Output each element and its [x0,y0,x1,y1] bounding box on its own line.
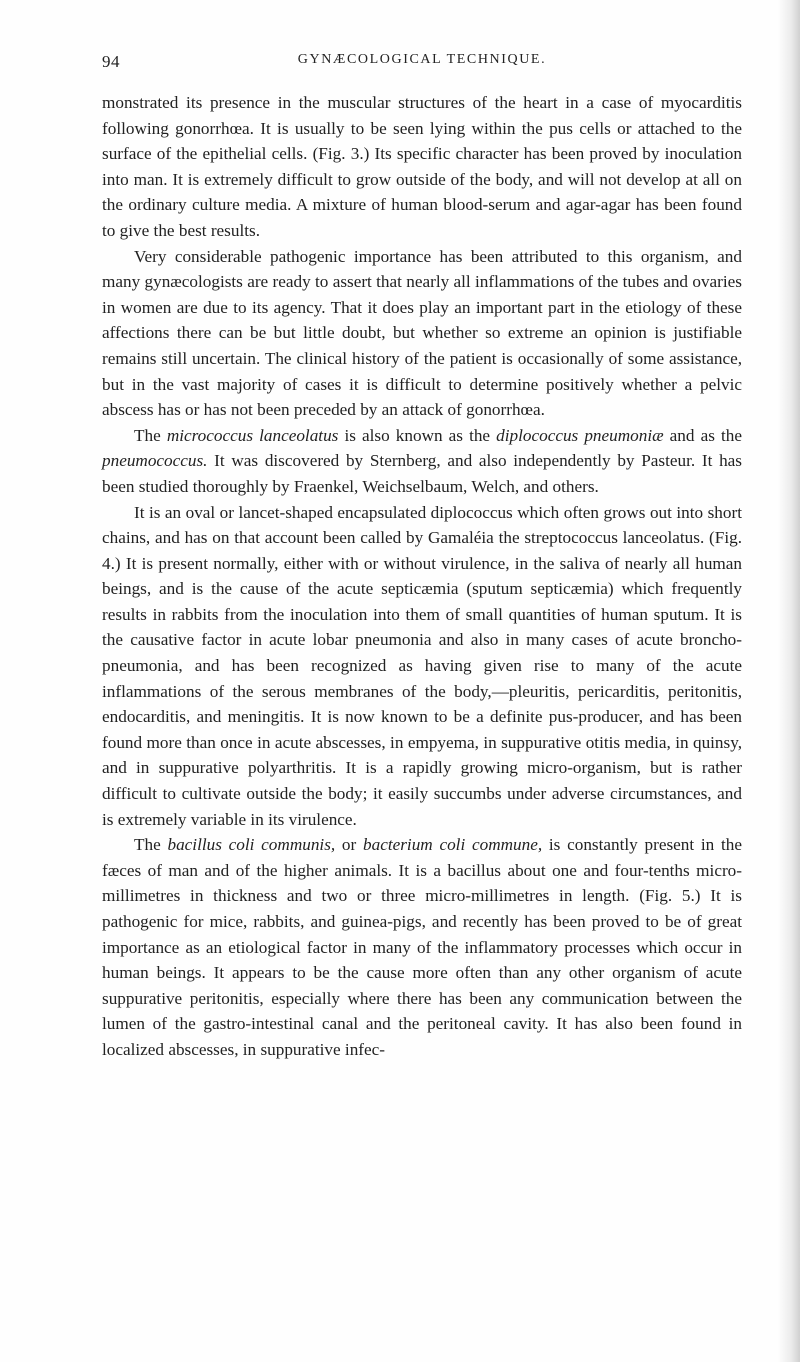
body-text [102,90,742,1063]
paragraph [102,90,742,244]
page-header [102,52,742,76]
text-run: It was discovered by Sternberg, and also independently by Pasteur. It has been studied thoroughly by Fraenkel, Weichselbaum, Welch, and others. [102,451,742,496]
paragraph [102,832,742,1062]
text-run: The [134,425,167,445]
italic-term: micrococcus lanceolatus [166,425,339,445]
text-run: and as the [663,425,742,445]
text-run: is also known as the [338,425,497,445]
text-run: is constantly present in the fæces of man and of the higher animals. It is a bacillus about one and four-tenths micro-millimetres in thickness and two or three micro-millimetres in length. (Fig. 5.) It is pathogenic for mice, rabbits, and guinea-pigs, and recently has been proved to be of great importance as an etiological factor in many of the inflammatory processes which occur in human beings. It appears to be the cause more often than any other organism of acute suppurative peritonitis, especially where there has been any communication between the lumen of the gastro-intestinal canal and the peritoneal cavity. It has also been found in localized abscesses, in suppurative infec- [102,835,742,1059]
running-title: GYNÆCOLOGICAL TECHNIQUE. [297,52,547,67]
page-edge-shadow [778,0,800,1362]
paragraph [102,500,742,833]
text-run: or [335,835,364,855]
italic-term: bacterium coli commune, [363,835,543,855]
text-run: monstrated its presence in the muscular structures of the heart in a case of myocarditis following gonorrhœa. It is usually to be seen lying within the pus cells or attached to the surface of the epithelial cells. (Fig. 3.) Its specific character has been proved by inoculation into man. It is extremely difficult to grow outside of the body, and will not develop at all on the ordinary culture media. A mixture of human blood-serum and agar-agar has been found to give the best results. [102,93,742,240]
page-number: 94 [102,52,120,71]
italic-term: pneumococcus. [102,451,208,471]
text-run: It is an oval or lancet-shaped encapsulated diplococcus which often grows out into short chains, and has on that account been called by Gamaléia the streptococcus lanceolatus. (Fig. 4.) It is present normally, either with or without virulence, in the saliva of nearly all human beings, and is the cause of the acute septicæmia (sputum septicæmia) which frequently results in rabbits from the inoculation into them of small quantities of human sputum. It is the causative factor in acute lobar pneumonia and also in many cases of acute broncho-pneumonia, and has been recognized as having given rise to many of the acute inflammations of the serous membranes of the body,—pleuritis, pericarditis, peritonitis, endocarditis, and meningitis. It is now known to be a definite pus-producer, and has been found more than once in acute abscesses, in empyema, in suppurative otitis media, in quinsy, and in suppurative polyarthritis. It is a rapidly growing micro-organism, but is rather difficult to cultivate outside the body; it easily succumbs under adverse circumstances, and is extremely variable in its virulence. [102,502,742,829]
italic-term: diplococcus pneumoniæ [496,425,664,445]
italic-term: bacillus coli communis, [167,835,336,855]
paragraph [102,244,742,423]
text-run: The [134,835,168,855]
text-run: Very considerable pathogenic importance has been attributed to this organism, and many gynæcologists are ready to assert that nearly all inflammations of the tubes and ovaries in women are due to its agency. That it does play an important part in the etiology of these affections there can be but little doubt, but whether so extreme an opinion is justifiable remains still uncertain. The clinical history of the patient is occasionally of some assistance, but in the vast majority of cases it is difficult to determine positively whether a pelvic abscess has or has not been preceded by an attack of gonorrhœa. [102,246,742,420]
paragraph [102,423,742,500]
